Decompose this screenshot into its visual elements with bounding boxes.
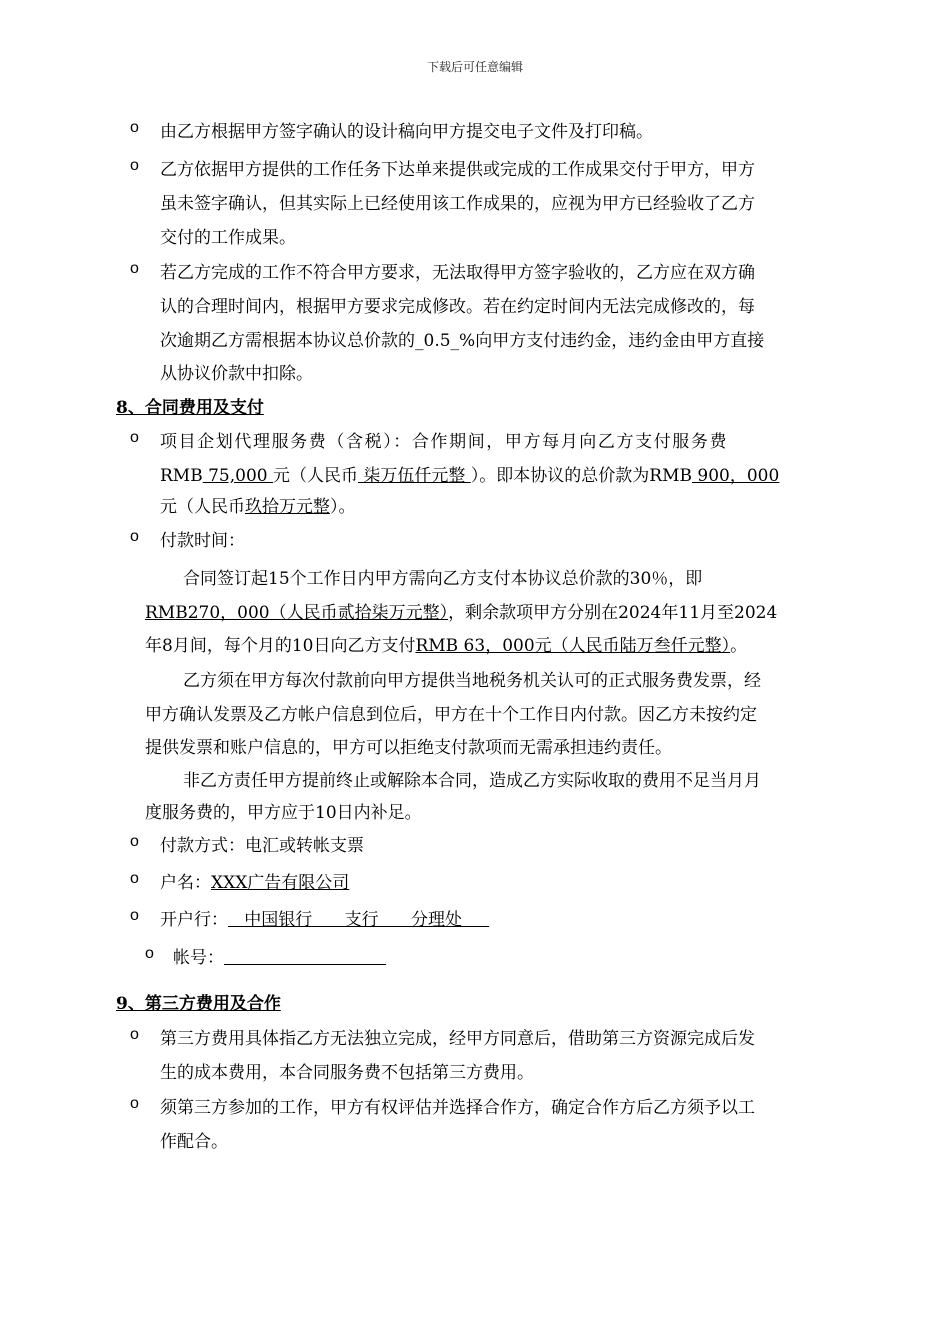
- deposit-amount: RMB270，000（人民币贰拾柒万元整）: [145, 603, 449, 623]
- bullet: o: [130, 833, 139, 850]
- fee-amount: 75,000: [202, 466, 273, 486]
- bank-label: 开户行：: [160, 910, 228, 930]
- bullet: o: [130, 528, 139, 545]
- monthly-amount: RMB 63，000元（人民币陆万叁仟元整）: [415, 636, 731, 656]
- bank-value: 中国银行 支行 分理处: [228, 910, 490, 930]
- bullet: o: [145, 945, 154, 962]
- paragraph-line: 乙方须在甲方每次付款前向甲方提供当地税务机关认可的正式服务费发票，经: [183, 671, 761, 691]
- fee-line-2: [160, 461, 779, 486]
- fee-text: 元（人民币: [160, 497, 245, 517]
- bank: [160, 905, 489, 930]
- account-number-value: [224, 948, 386, 968]
- list-item-line: 须第三方参加的工作，甲方有权评估并选择合作方，确定合作方后乙方须予以工: [160, 1098, 755, 1118]
- list-item-line: 从协议价款中扣除。: [160, 364, 313, 384]
- paragraph-line: [145, 598, 777, 623]
- bullet: o: [130, 119, 139, 136]
- bullet: o: [130, 429, 139, 446]
- paragraph-line: 提供发票和账户信息的，甲方可以拒绝支付款项而无需承担违约责任。: [145, 738, 672, 758]
- fee-text: ）。即本协议的总价款为RMB: [470, 466, 693, 486]
- list-item-line: 生的成本费用，本合同服务费不包括第三方费用。: [160, 1063, 534, 1083]
- list-item: 由乙方根据甲方签字确认的设计稿向甲方提交电子文件及打印稿。: [160, 122, 653, 142]
- paragraph-line: 度服务费的，甲方应于10日内补足。: [145, 803, 422, 823]
- account-name-label: 户名：: [160, 873, 211, 893]
- fee-text: ）。: [330, 497, 356, 517]
- fee-line-1: [160, 427, 835, 452]
- section-title: 8、合同费用及支付: [116, 398, 264, 418]
- paragraph-line: 合同签订起15个工作日内甲方需向乙方支付本协议总价款的30％，即: [183, 569, 703, 589]
- fee-text: 元（人民币: [273, 466, 358, 486]
- section-title: 9、第三方费用及合作: [116, 994, 281, 1014]
- total-amount-words: 玖拾万元整: [245, 497, 330, 517]
- paragraph-line: 非乙方责任甲方提前终止或解除本合同，造成乙方实际收取的费用不足当月月: [183, 771, 761, 791]
- account-name: [160, 868, 349, 893]
- fee-amount-words: 柒万伍仟元整: [358, 466, 471, 486]
- list-item-line: 乙方依据甲方提供的工作任务下达单来提供或完成的工作成果交付于甲方，甲方: [160, 160, 755, 180]
- bullet: o: [130, 1026, 139, 1043]
- page-header: 下载后可任意编辑: [426, 60, 523, 74]
- bullet: o: [130, 870, 139, 887]
- paragraph-line: 甲方确认发票及乙方帐户信息到位后，甲方在十个工作日内付款。因乙方未按约定: [145, 705, 757, 725]
- paragraph-text: ，剩余款项甲方分别在2024年11月至2024: [448, 603, 778, 623]
- bullet: o: [130, 260, 139, 277]
- fee-currency: RMB: [160, 466, 203, 486]
- payment-method: 付款方式：电汇或转帐支票: [160, 836, 364, 856]
- list-item-line: 次逾期乙方需根据本协议总价款的_0.5_%向甲方支付违约金，违约金由甲方直接: [160, 331, 765, 351]
- bullet: o: [130, 157, 139, 174]
- paragraph-line: [145, 631, 747, 656]
- account-number: [173, 943, 386, 968]
- pay-time-label: 付款时间：: [160, 531, 245, 551]
- list-item-line: 交付的工作成果。: [160, 228, 296, 248]
- fee-text: 项目企划代理服务费（含税）：合作期间，甲方每月向乙方支付服务费: [160, 432, 729, 452]
- list-item-line: 虽未签字确认，但其实际上已经使用该工作成果的，应视为甲方已经验收了乙方: [160, 194, 755, 214]
- list-item-line: 若乙方完成的工作不符合甲方要求，无法取得甲方签字验收的，乙方应在双方确: [160, 263, 755, 283]
- account-name-value: XXX广告有限公司: [211, 873, 350, 893]
- paragraph-text: 。: [730, 636, 748, 656]
- fee-line-3: [160, 492, 356, 517]
- list-item-line: 认的合理时间内，根据甲方要求完成修改。若在约定时间内无法完成修改的，每: [160, 297, 755, 317]
- total-amount: 900，000: [692, 466, 780, 486]
- list-item-line: 第三方费用具体指乙方无法独立完成，经甲方同意后，借助第三方资源完成后发: [160, 1029, 755, 1049]
- list-item-line: 作配合。: [160, 1132, 228, 1152]
- account-number-label: 帐号：: [173, 948, 224, 968]
- bullet: o: [130, 907, 139, 924]
- paragraph-text: 年8月间，每个月的10日向乙方支付: [145, 636, 416, 656]
- bullet: o: [130, 1095, 139, 1112]
